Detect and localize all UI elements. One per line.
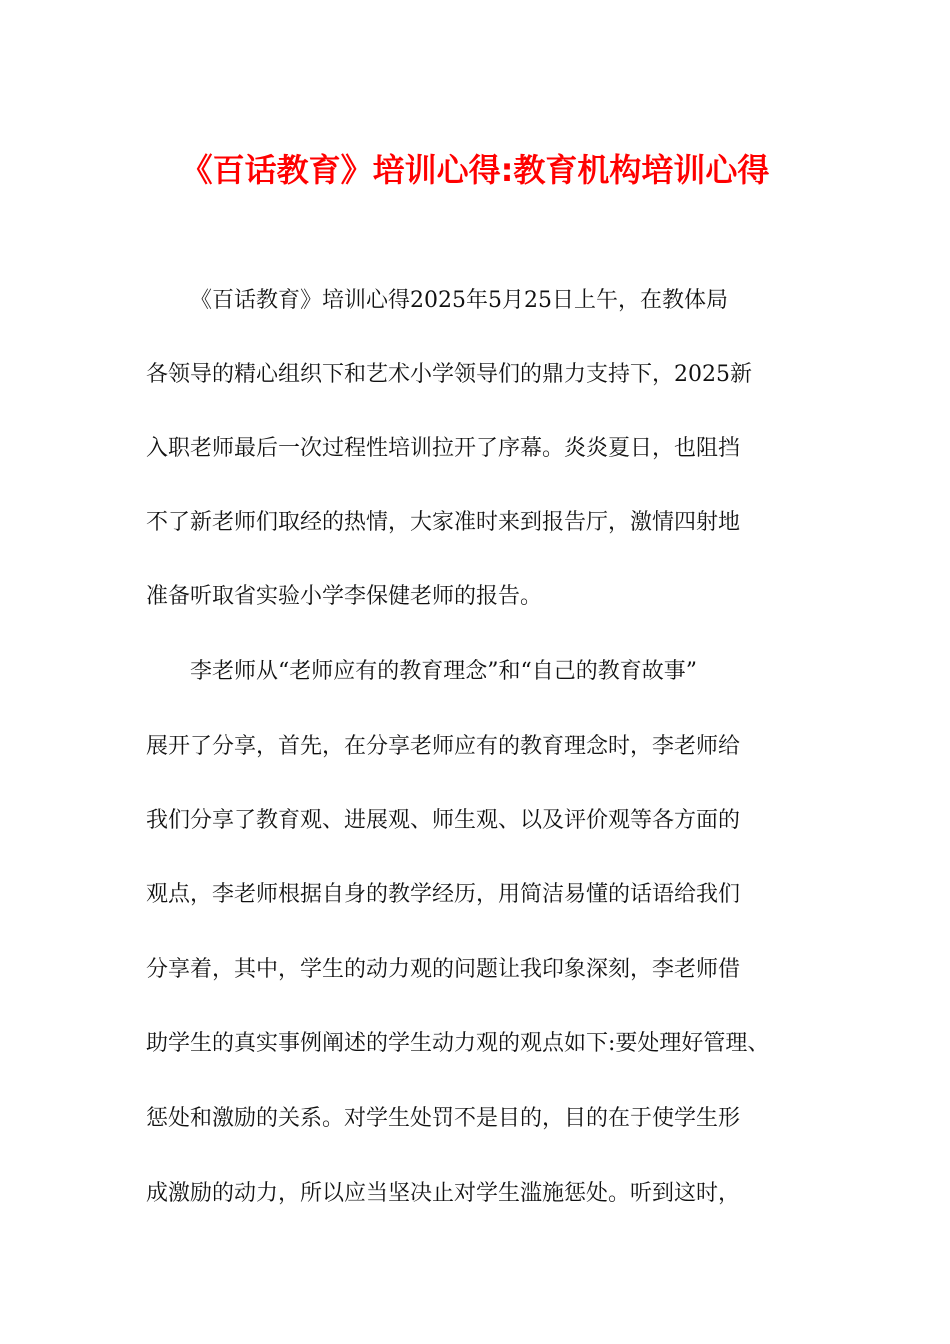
paragraph-1-line-4: 不了新老师们取经的热情，大家准时来到报告厅，激情四射地: [146, 510, 741, 535]
paragraph-2-line-4: 观点，李老师根据自身的教学经历，用简洁易懂的话语给我们: [146, 882, 741, 907]
paragraph-2-line-6: 助学生的真实事例阐述的学生动力观的观点如下:要处理好管理、: [146, 1031, 770, 1056]
paragraph-1-line-3: 入职老师最后一次过程性培训拉开了序幕。炎炎夏日，也阻挡: [146, 436, 741, 461]
paragraph-1-line-2: 各领导的精心组织下和艺术小学领导们的鼎力支持下，2025新: [146, 362, 752, 387]
document-title: 《百话教育》培训心得:教育机构培训心得: [180, 151, 770, 189]
paragraph-2-line-7: 惩处和激励的关系。对学生处罚不是目的，目的在于使学生形: [146, 1106, 741, 1131]
paragraph-2-line-8: 成激励的动力，所以应当坚决止对学生滥施惩处。听到这时，: [146, 1181, 741, 1206]
paragraph-1-line-5: 准备听取省实验小学李保健老师的报告。: [146, 584, 543, 609]
paragraph-1-line-1: 《百话教育》培训心得2025年5月25日上午，在教体局: [190, 288, 728, 313]
paragraph-2-line-2: 展开了分享，首先，在分享老师应有的教育理念时，李老师给: [146, 734, 741, 759]
paragraph-2-line-3: 我们分享了教育观、进展观、师生观、以及评价观等各方面的: [146, 808, 741, 833]
paragraph-2-line-1: 李老师从“老师应有的教育理念”和“自己的教育故事”: [190, 659, 697, 684]
paragraph-2-line-5: 分享着，其中，学生的动力观的问题让我印象深刻，李老师借: [146, 957, 741, 982]
